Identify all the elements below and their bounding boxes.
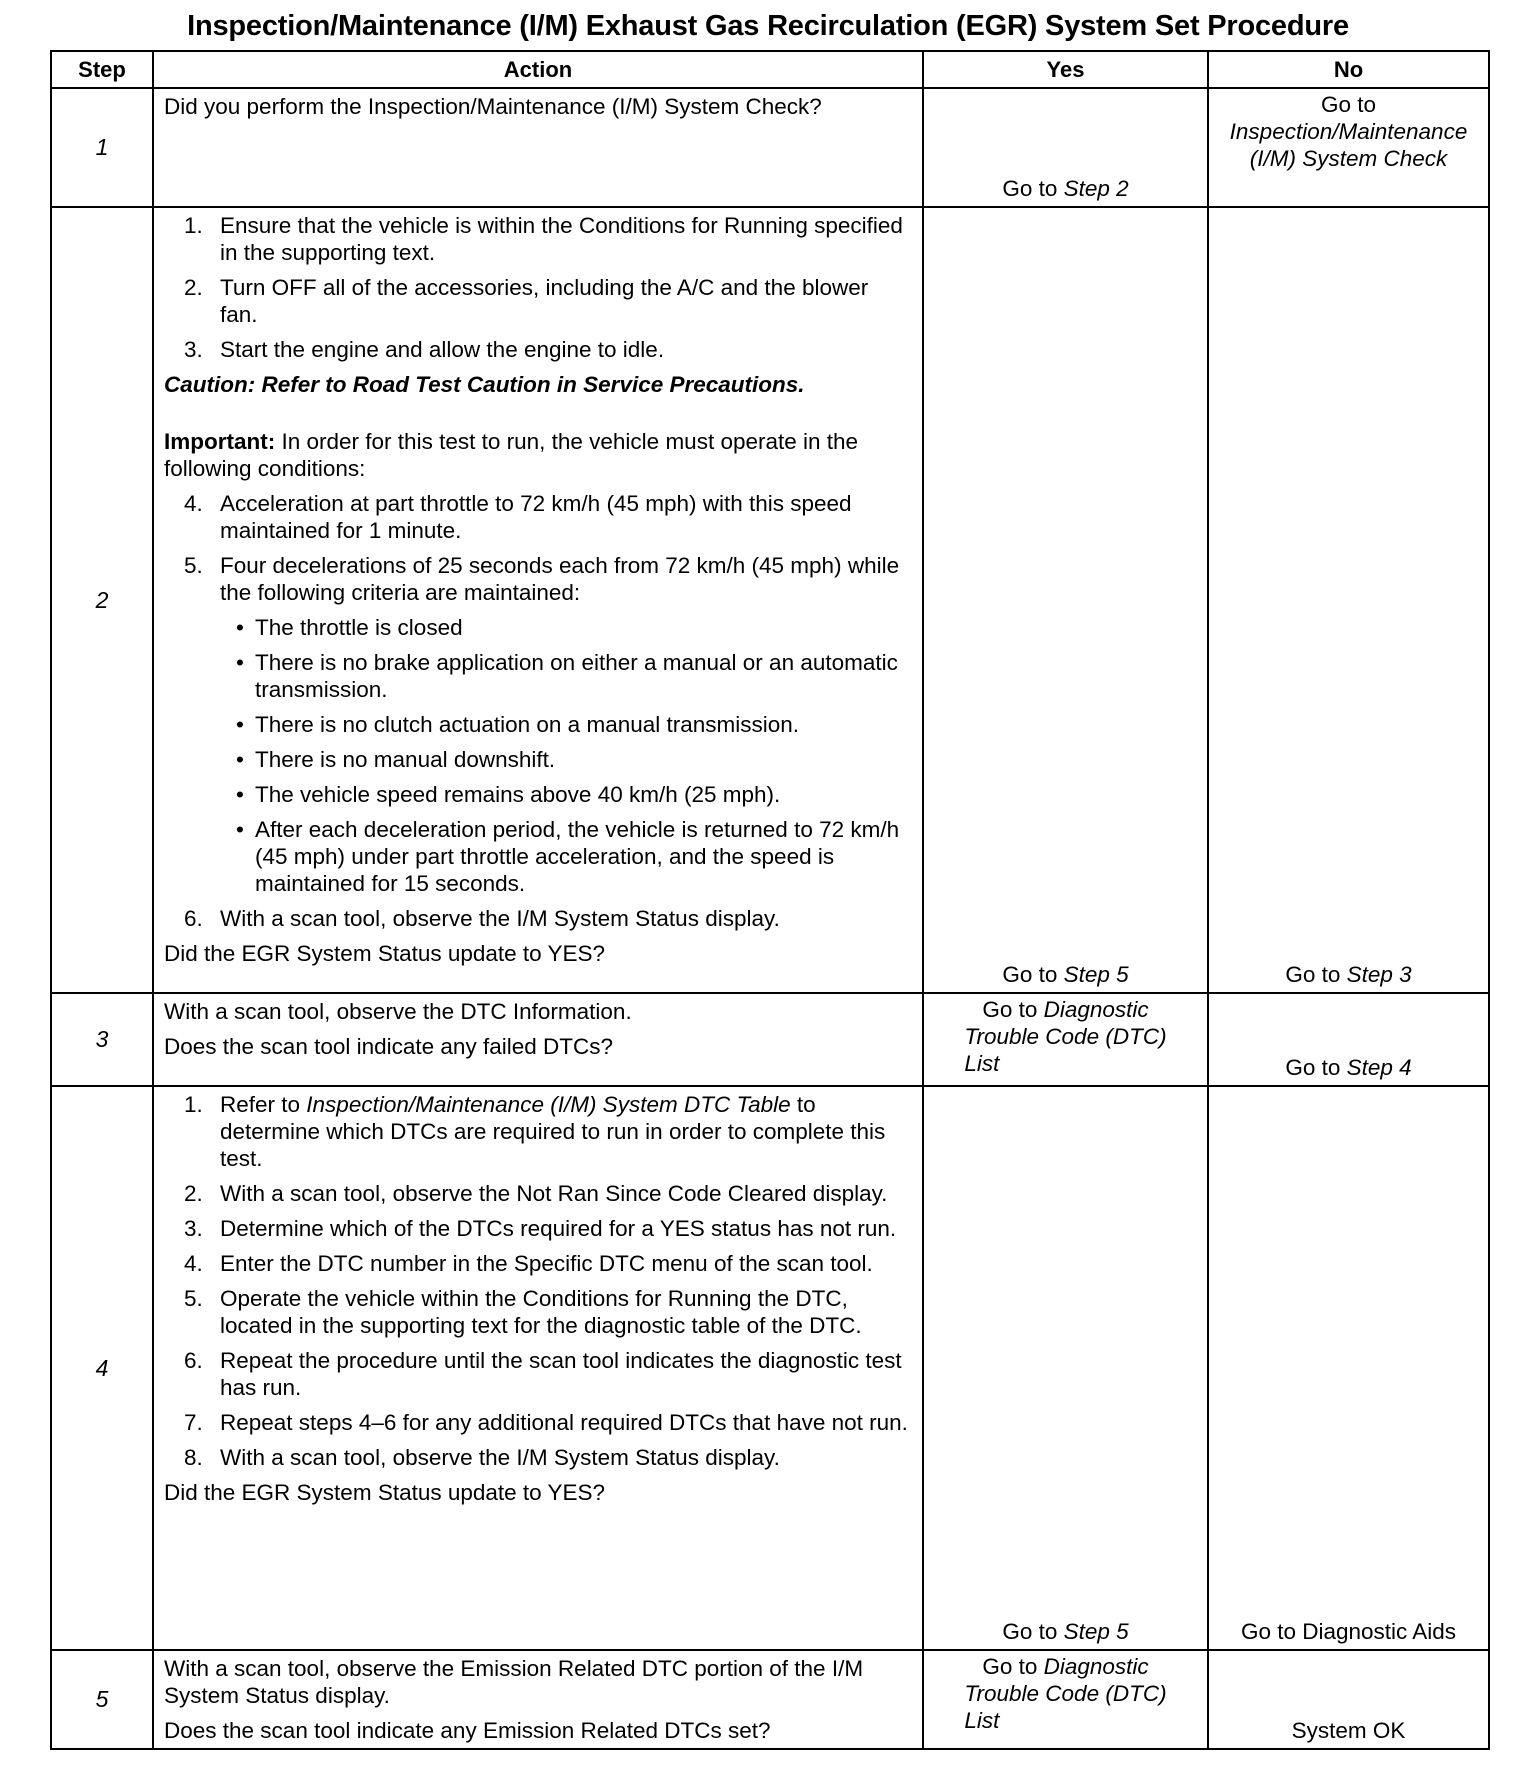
list-item: • There is no clutch actuation on a manual transmission. [236, 712, 800, 737]
no-target-link[interactable]: Step 3 [1346, 962, 1412, 987]
instruction-list [164, 212, 912, 363]
question-text: Did you perform the Inspection/Maintenance (I/M) System Check? [164, 94, 822, 119]
list-item: • The throttle is closed [236, 615, 463, 640]
no-target-link[interactable]: Inspection/Maintenance (I/M) System Check [1229, 119, 1468, 171]
yes-cell [923, 993, 1208, 1086]
table-row [51, 207, 1489, 993]
list-item: 2. With a scan tool, observe the Not Ran Since Code Cleared display. [184, 1181, 888, 1206]
table-row [51, 993, 1489, 1086]
yes-target-link[interactable]: Step 5 [1063, 962, 1129, 987]
list-item: 6. Repeat the procedure until the scan tool indicates the diagnostic test has run. [184, 1348, 902, 1400]
no-cell [1208, 88, 1489, 207]
list-item: • There is no manual downshift. [236, 747, 556, 772]
no-cell [1208, 1650, 1489, 1749]
instruction-list [164, 490, 912, 606]
header-yes: Yes [923, 51, 1208, 88]
action-cell [153, 1650, 923, 1749]
step-number: 1 [51, 88, 153, 207]
list-item: 6. With a scan tool, observe the I/M System Status display. [184, 906, 780, 931]
yes-target-link[interactable]: Go to Diagnostic Trouble Code (DTC) List [964, 1654, 1167, 1733]
header-action: Action [153, 51, 923, 88]
instruction-list [164, 905, 912, 932]
list-item: • The vehicle speed remains above 40 km/h (25 mph). [236, 782, 781, 807]
question-text: Does the scan tool indicate any failed DTCs? [164, 1034, 613, 1059]
step-number: 3 [51, 993, 153, 1086]
yes-prefix: Go to [1002, 962, 1058, 987]
header-no: No [1208, 51, 1489, 88]
no-target-link[interactable]: Step 4 [1346, 1055, 1412, 1080]
yes-cell [923, 207, 1208, 993]
no-prefix: Go to [1320, 92, 1377, 117]
dtc-table-link[interactable]: Inspection/Maintenance (I/M) System DTC Table [306, 1092, 791, 1117]
table-row [51, 1086, 1489, 1650]
yes-prefix: Go to [1002, 1619, 1058, 1644]
list-item: 4. Acceleration at part throttle to 72 km/h (45 mph) with this speed maintained for 1 minute. [184, 491, 852, 543]
header-step: Step [51, 51, 153, 88]
action-cell [153, 88, 923, 207]
question-text: Does the scan tool indicate any Emission Related DTCs set? [164, 1718, 771, 1743]
list-item: 1. Ensure that the vehicle is within the Conditions for Running specified in the supporting text. [184, 213, 903, 265]
list-item: 7. Repeat steps 4–6 for any additional required DTCs that have not run. [184, 1410, 908, 1435]
header-row [51, 51, 1489, 88]
list-item: 8. With a scan tool, observe the I/M System Status display. [184, 1445, 780, 1470]
no-prefix: Go to [1285, 962, 1341, 987]
no-cell [1208, 993, 1489, 1086]
list-item: 2. Turn OFF all of the accessories, including the A/C and the blower fan. [184, 275, 869, 327]
procedure-table [50, 50, 1490, 1750]
question-text: Did the EGR System Status update to YES? [164, 1480, 606, 1505]
step-number: 2 [51, 207, 153, 993]
step-number: 5 [51, 1650, 153, 1749]
list-item: 3. Determine which of the DTCs required for a YES status has not run. [184, 1216, 897, 1241]
table-row [51, 88, 1489, 207]
instruction-text: With a scan tool, observe the DTC Information. [164, 999, 632, 1024]
instruction-text: With a scan tool, observe the Emission Related DTC portion of the I/M System Status display. [164, 1656, 864, 1708]
no-prefix: Go to [1285, 1055, 1341, 1080]
step-number: 4 [51, 1086, 153, 1650]
no-cell [1208, 207, 1489, 993]
yes-target-link[interactable]: Go to Diagnostic Trouble Code (DTC) List [964, 997, 1167, 1076]
action-cell [153, 993, 923, 1086]
action-cell [153, 1086, 923, 1650]
list-item: 1. Refer to Inspection/Maintenance (I/M) System DTC Table to determine which DTCs are required to run in order to complete this test. [184, 1092, 886, 1171]
list-item: 4. Enter the DTC number in the Specific DTC menu of the scan tool. [184, 1251, 873, 1276]
criteria-list [164, 614, 912, 897]
list-item: • After each deceleration period, the vehicle is returned to 72 km/h (45 mph) under part throttle acceleration, and the speed is maintained for 15 seconds. [236, 817, 900, 896]
no-target-link[interactable]: Go to Diagnostic Aids [1240, 1619, 1457, 1644]
question-text: Did the EGR System Status update to YES? [164, 941, 606, 966]
yes-prefix: Go to [1002, 176, 1058, 201]
instruction-list [164, 1091, 912, 1471]
yes-cell [923, 1086, 1208, 1650]
page-title: Inspection/Maintenance (I/M) Exhaust Gas Recirculation (EGR) System Set Procedure [187, 10, 1349, 42]
list-item: • There is no brake application on either a manual or an automatic transmission. [236, 650, 898, 702]
no-cell [1208, 1086, 1489, 1650]
system-ok-text: System OK [1291, 1718, 1406, 1743]
yes-target-link[interactable]: Step 2 [1063, 176, 1129, 201]
list-item: 3. Start the engine and allow the engine to idle. [184, 337, 665, 362]
action-cell [153, 207, 923, 993]
caution-note: Caution: Refer to Road Test Caution in Service Precautions. [164, 372, 805, 397]
yes-target-link[interactable]: Step 5 [1063, 1619, 1129, 1644]
list-item: 5. Operate the vehicle within the Conditions for Running the DTC, located in the supporting text for the diagnostic table of the DTC. [184, 1286, 862, 1338]
table-row [51, 1650, 1489, 1749]
important-note: Important: In order for this test to run, the vehicle must operate in the following conditions: [164, 429, 859, 481]
yes-cell [923, 88, 1208, 207]
list-item: 5. Four decelerations of 25 seconds each from 72 km/h (45 mph) while the following criteria are maintained: [184, 553, 900, 605]
yes-cell [923, 1650, 1208, 1749]
